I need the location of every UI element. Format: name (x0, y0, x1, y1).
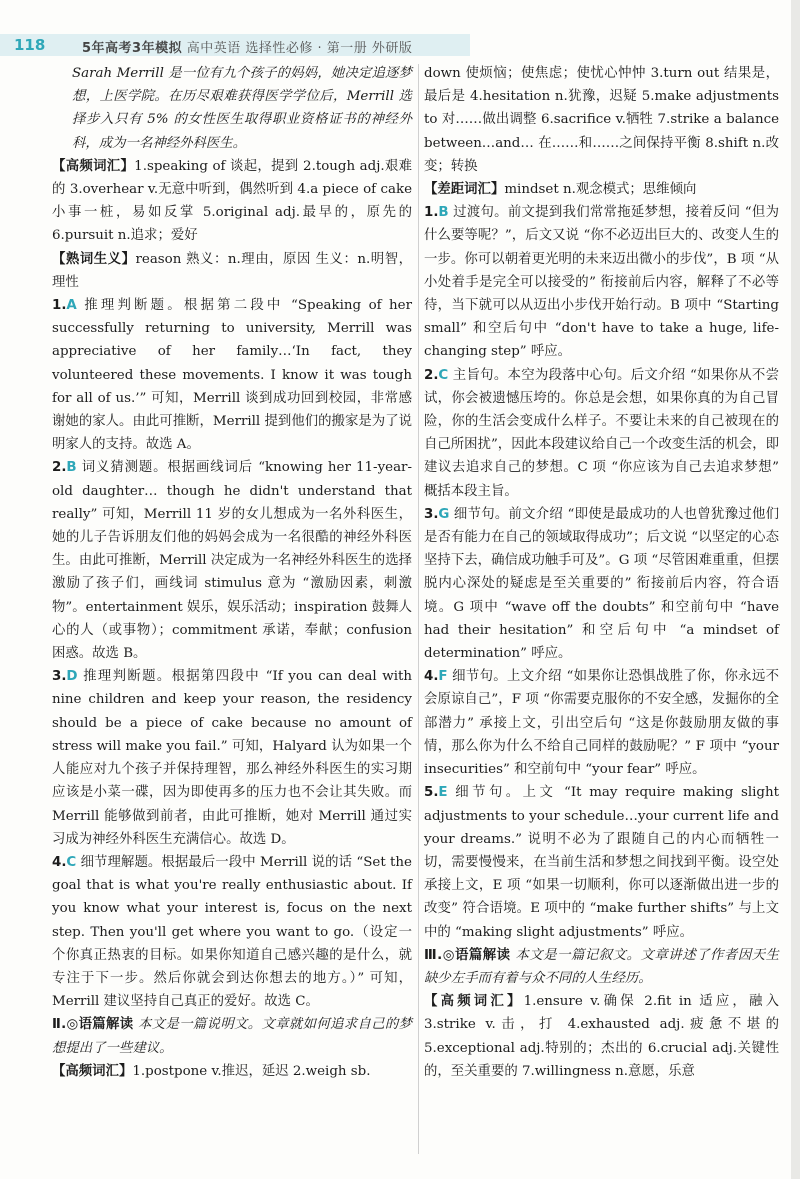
passage-intro: Sarah Merrill 是一位有九个孩子的妈妈，她决定追逐梦想，上医学院。在历尽艰难获得医学学位后，Merrill 选择步入只有 5% 的女性医生取得职业资格证书的神经外科，成为一名神经外科医生。 (72, 66, 412, 151)
answer-4 (52, 851, 412, 1013)
page-edge (791, 0, 800, 1179)
answer-text: 细节句。上文介绍 “如果你让恐惧战胜了你，你永远不会原谅自己”，F 项 “你需要克服你的不安全感，发掘你的全部潜力” 承接上文，引出空后句 “这是你鼓励朋友做的事情，那么你为什么不给自己同样的鼓励呢？” F 项中 “your insecurities” 和空前句中 “your fear” 呼应。 (424, 669, 779, 778)
page-number: 118 (14, 36, 46, 54)
answer-letter: B (438, 205, 449, 221)
book-subtitle: 高中英语 选择性必修 · 第一册 外研版 (186, 41, 413, 56)
section-text: 本文是一篇记叙文。文章讲述了作者因天生缺少左手而有着与众不同的人生经历。 (424, 947, 780, 986)
answer-letter: D (66, 669, 78, 685)
vocab-block (52, 155, 412, 248)
vocab-tag: 【高频词汇】 (424, 994, 524, 1010)
answer-number: 4. (424, 669, 439, 685)
answer-number: 1. (52, 298, 67, 314)
left-column (52, 62, 412, 1083)
section-3-heading (424, 944, 779, 990)
answer-number: 2. (52, 460, 67, 476)
answer-text: 细节句。前文介绍 “即使是最成功的人也曾犹豫过他们是否有能力在自己的领域取得成功”；后文说 “以坚定的心态坚持下去，确信成功触手可及”。G 项 “尽管困难重重，但摆脱内心深处的疑虑是至关重要的” 衔接前后内容，符合语境。G 项中 “wave off the doubts” 和空前句中 “have had their hesitation” 和空后句中 “a mindset of determination” 呼应。 (424, 506, 779, 662)
answer-text: 过渡句。前文提到我们常常拖延梦想，接着反问 “但为什么要等呢？”，后文又说 “你不必迈出巨大的、改变人生的一步。你可以朝着更光明的未来迈出微小的步伐”，B 项 “从小处着手是完全可以接受的” 衔接前后内容，解释了不必等待，当下就可以从迈出小步伐开始行动。B 项中 “Starting small” 和空后句中 “don't have to take a huge, life-changing step” 呼应。 (424, 205, 779, 360)
column-divider (418, 64, 419, 1154)
answer-letter: B (66, 460, 77, 476)
answer-2 (52, 456, 412, 665)
answer-text: 推理判断题。根据第四段中 “If you can deal with nine children and keep your reason, the residency should be a piece of cake because no amount of stress will make you fail.” 可知，Halyard 认为如果一个人能应对九个孩子并保持理智，那么神经外科医生的实习期应该是小菜一碟，因为即使再多的压力也不会让其失败。而 Merrill 能够做到前者，由此可推断，她对 Merrill 通过实习成为神经外科医生充满信心。故选 D。 (52, 669, 412, 847)
section-text: 本文是一篇说明文。文章就如何追求自己的梦想提出了一些建议。 (52, 1017, 413, 1056)
section-title: 语篇解读 (78, 1017, 134, 1033)
answer-b1 (424, 201, 779, 363)
section-number: Ⅲ.◎ (424, 947, 455, 963)
answer-1 (52, 294, 412, 456)
vocab2-continued: down 使烦恼；使焦虑；使忧心忡忡 3.turn out 结果是，最后是 4.hesitation n.犹豫，迟疑 5.make adjustments to 对……做出调整 6.sacrifice v.牺牲 7.strike a balance between…and… 在……和……之间保持平衡 8.shift n.改变；转换 (424, 66, 779, 174)
vocab-text: 1.postpone v.推迟，延迟 2.weigh sb. (132, 1063, 371, 1079)
shuci-text: reason 熟义：n.理由，原因 生义：n.明智，理性 (52, 251, 413, 290)
section-2-heading (52, 1013, 412, 1059)
shuci-tag: 【熟词生义】 (52, 251, 136, 267)
page-header (0, 34, 800, 60)
answer-number: 1. (424, 205, 439, 221)
answer-b4 (424, 665, 779, 781)
answer-3 (52, 665, 412, 851)
answer-letter: G (438, 506, 450, 522)
answer-b2 (424, 364, 779, 503)
answer-letter: E (438, 785, 448, 801)
vocab2-block (52, 1060, 412, 1083)
diff-text: mindset n.观念模式；思维倾向 (504, 182, 697, 198)
section-title: 语篇解读 (454, 947, 511, 963)
answer-text: 细节句。上文 “It may require making slight adjustments to your schedule…your current life and your dreams.” 说明不必为了跟随自己的内心而牺牲一切，需要慢慢来，在当前生活和梦想之间找到平衡。设空处承接上文，E 项 “如果一切顺利，你可以逐渐做出进一步的改变” 符合语境。E 项中的 “make further shifts” 与上文中的 “making slight adjustments” 呼应。 (424, 785, 779, 940)
section-number: Ⅱ.◎ (52, 1017, 79, 1033)
diff-tag: 【差距词汇】 (424, 182, 505, 198)
right-column (424, 62, 779, 1083)
vocab-text: 1.ensure v.确保 2.fit in 适应，融入 3.strike v.击，打 4.exhausted adj.疲惫不堪的 5.exceptional adj.特别的；杰出的 6.crucial adj.关键性的，至关重要的 7.willingness n.意愿，乐意 (424, 994, 780, 1079)
answer-letter: C (66, 854, 77, 870)
vocab3-block (424, 990, 779, 1083)
vocab-tag: 【高频词汇】 (52, 1063, 133, 1079)
answer-number: 3. (424, 506, 439, 522)
answer-number: 4. (52, 854, 67, 870)
vocab-text: 1.speaking of 谈起，提到 2.tough adj.艰难的 3.overhear v.无意中听到，偶然听到 4.a piece of cake 小事一桩，易如反掌 5.original adj.最早的，原先的 6.pursuit n.追求；爱好 (52, 158, 412, 244)
answer-number: 5. (424, 785, 439, 801)
answer-text: 细节理解题。根据最后一段中 Merrill 说的话 “Set the goal that is what you're really enthusiastic about. If you know what your interest is, focus on the next step. Then you'll get where you want to go.（设定一个你真正热衷的目标。如果你知道自己感兴趣的是什么，就专注于下一步。然后你就会到达你想去的地方。）” 可知，Merrill 建议坚持自己真正的爱好。故选 C。 (52, 854, 412, 1010)
answer-letter: A (66, 298, 77, 314)
answer-text: 推理判断题。根据第二段中 “Speaking of her successfully returning to university, Merrill was appreciative of her family…‘In fact, they volunteered these movements. I know it was tough for all of us.’” 可知，Merrill 谈到成功回到校园，非常感谢她的家人。由此可推断，Merrill 提到他们的搬家是为了说明家人的支持。故选 A。 (52, 298, 413, 453)
answer-letter: C (438, 367, 449, 383)
answer-number: 3. (52, 669, 67, 685)
answer-b5 (424, 781, 779, 943)
book-title (82, 37, 412, 56)
shuci-block (52, 248, 412, 294)
answer-number: 2. (424, 367, 439, 383)
answer-text: 主旨句。本空为段落中心句。后文介绍 “如果你从不尝试，你会被遗憾压垮的。你总是会想，如果你真的为自己冒险，你的生活会变成什么样子。不要让未来的自己被现在的自己所困扰”，因此本段建议给自己一个改变生活的机会，即建议去追求自己的梦想。C 项 “你应该为自己去追求梦想” 概括本段主旨。 (424, 367, 779, 499)
book-series: 5年高考3年模拟 (82, 41, 183, 56)
diff-block (424, 178, 779, 201)
answer-text: 词义猜测题。根据画线词后 “knowing her 11-year-old daughter… though he didn't understand that really” 可知，Merrill 11 岁的女儿想成为一名外科医生，她的儿子告诉朋友们他的妈妈会成为一名很酷的神经外科医生。由此可推断，Merrill 决定成为一名神经外科医生的选择激励了孩子们，画线词 stimulus 意为 “激励因素，刺激物”。entertainment 娱乐，娱乐活动；inspiration 鼓舞人心的人（或事物）；commitment 承诺，奉献；confusion 困惑。故选 B。 (52, 460, 412, 662)
vocab-tag: 【高频词汇】 (52, 158, 135, 174)
answer-b3 (424, 503, 779, 665)
answer-letter: F (438, 669, 448, 685)
